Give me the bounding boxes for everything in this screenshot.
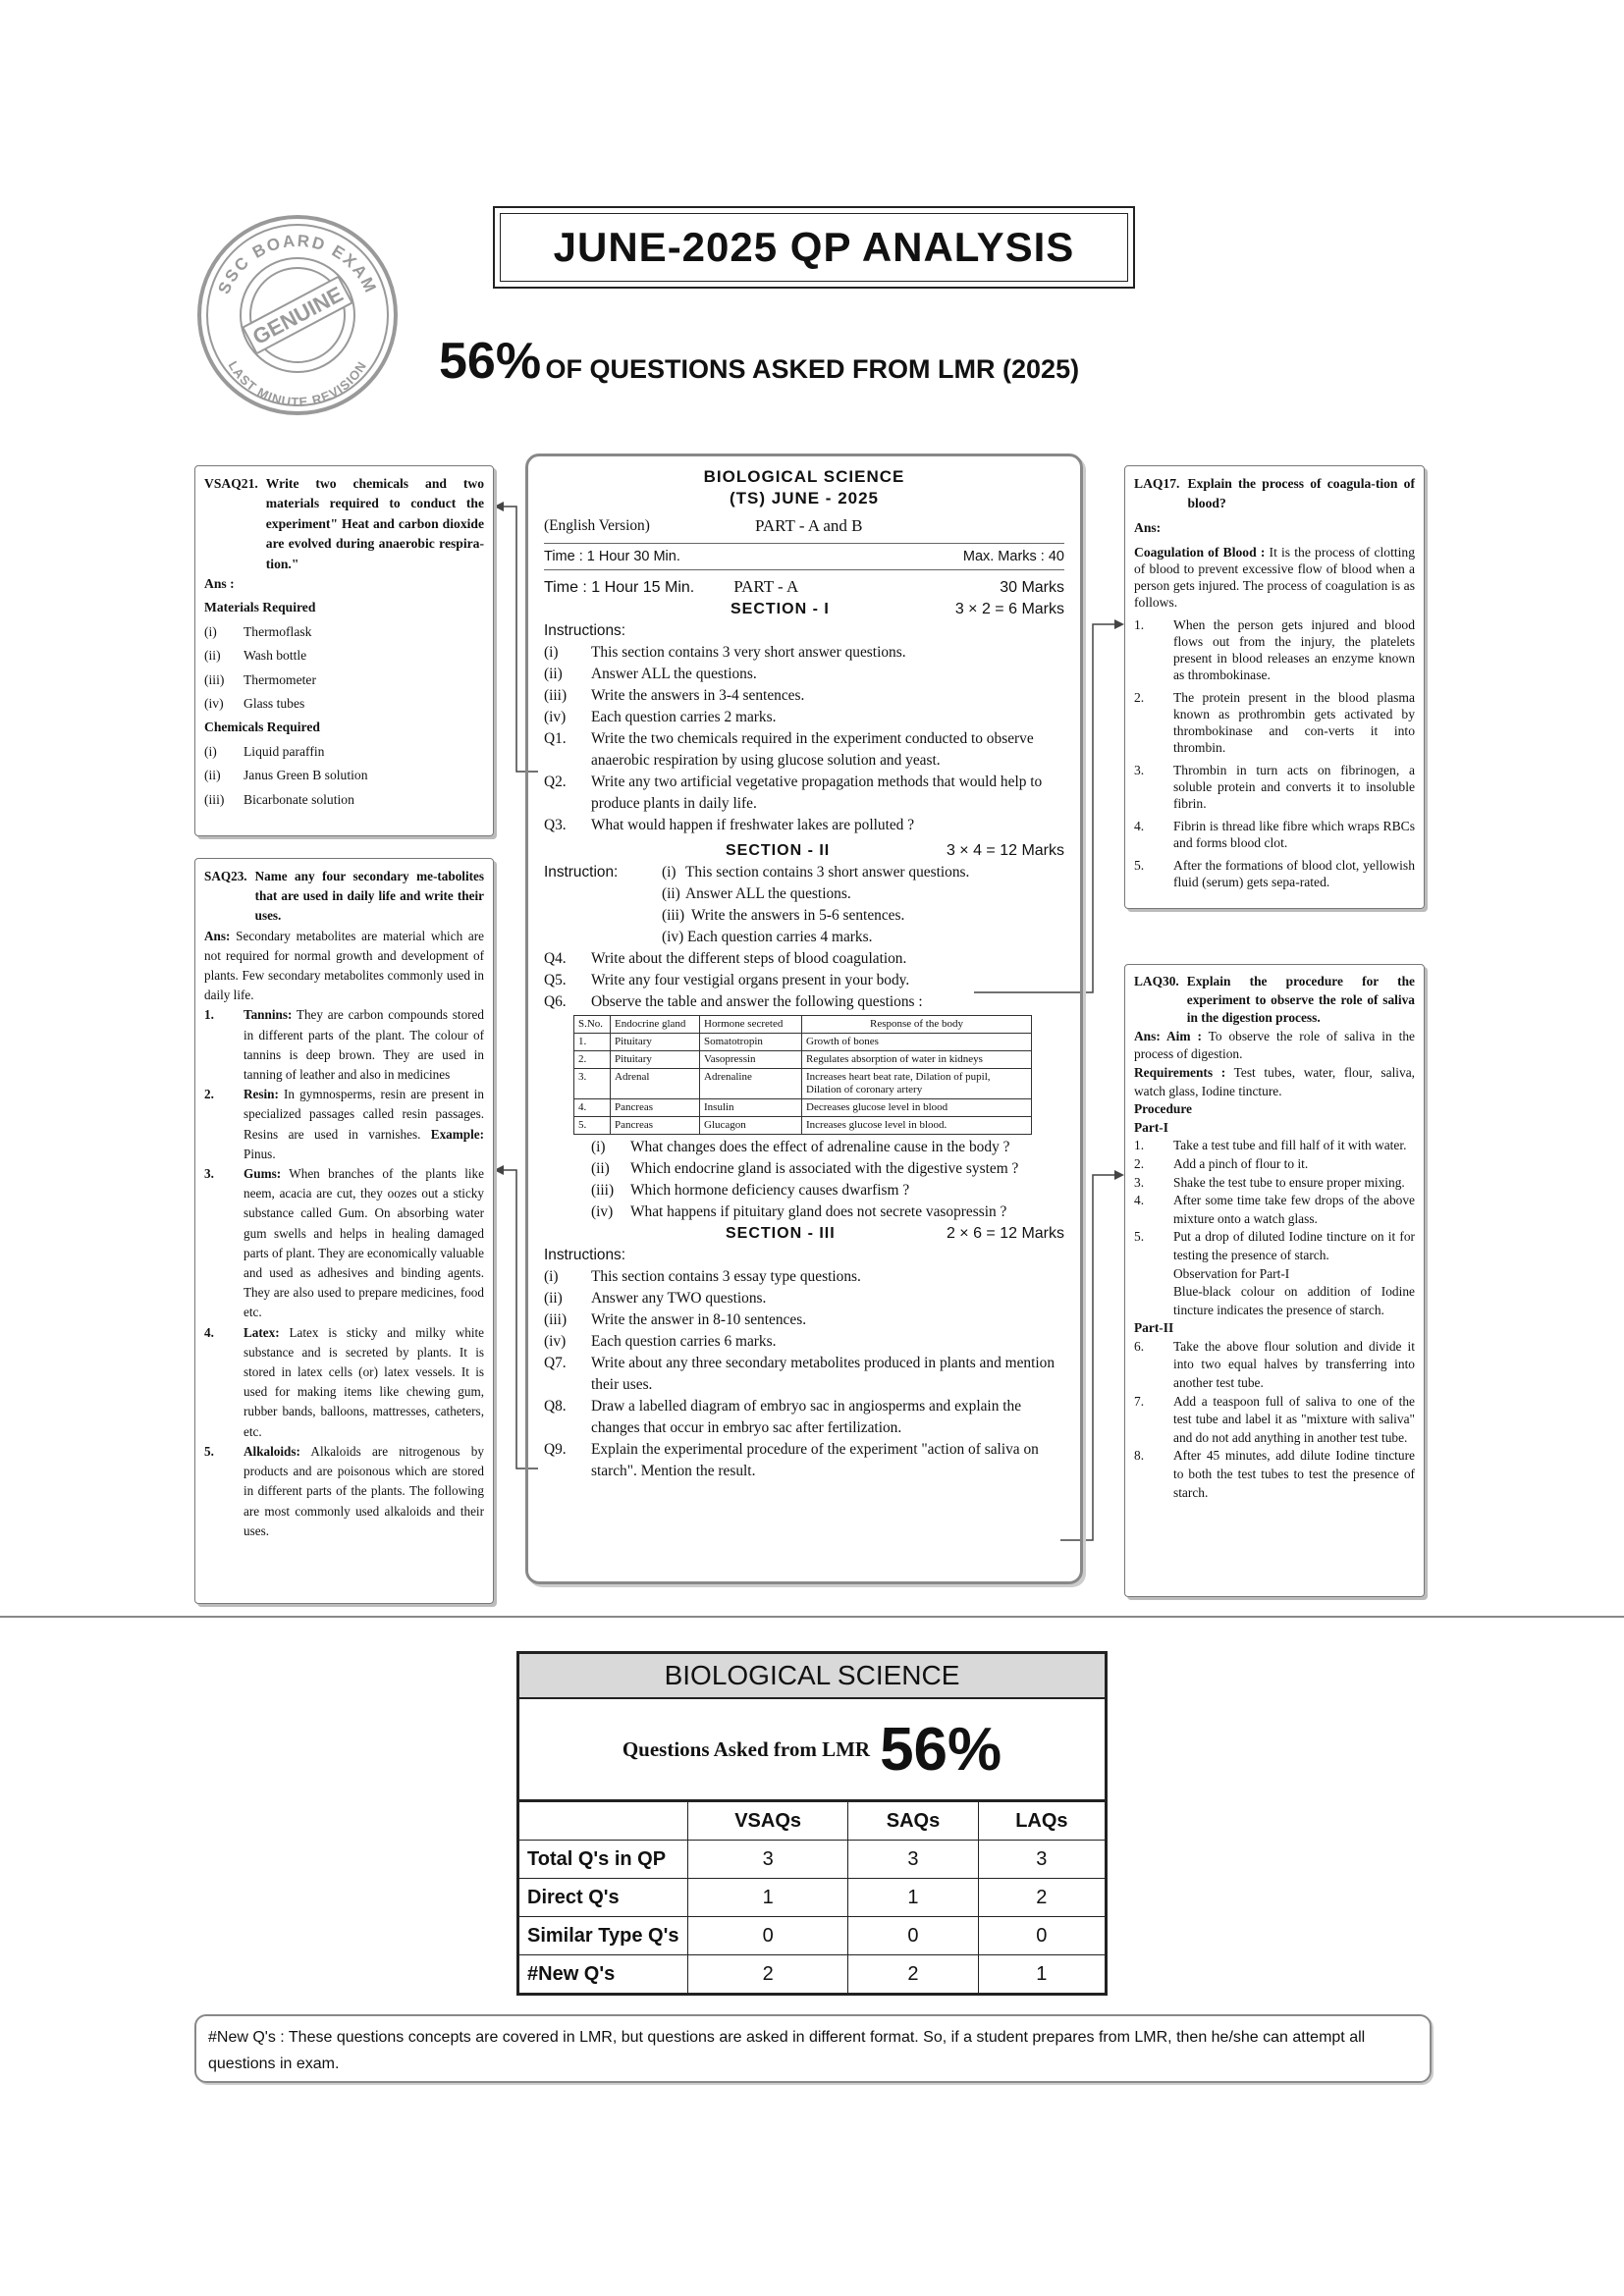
part-2-label: Part-II [1134, 1320, 1174, 1336]
answer-label: Ans : [204, 576, 235, 592]
question-item: Q2. Write any two artificial vegetative propagation methods that would help to produce plants in daily life. [544, 774, 1043, 812]
question-number: LAQ30. [1134, 974, 1179, 988]
table-header: S.No. [574, 1016, 611, 1034]
part-1-label: Part-I [1134, 1119, 1168, 1135]
instruction-item: (iii) Write the answers in 5-6 sentences. [662, 907, 905, 924]
materials-label: Materials Required [204, 600, 316, 615]
laq17-answer-box [1124, 465, 1425, 909]
endocrine-table [573, 1015, 1032, 1135]
list-item: 5. Alkaloids: Alkaloids are nitrogenous by products and are poisonous which are stored in different parts of the plants. The following are most commonly used alkaloids and their uses. [204, 1443, 484, 1538]
time-total: Time : 1 Hour 30 Min. [544, 549, 680, 564]
part-a-marks: 30 Marks [1000, 579, 1064, 596]
list-item: (ii) Wash bottle [204, 648, 307, 664]
list-item: (i) Thermoflask [204, 623, 312, 639]
table-row: 3. Adrenal Adrenaline Increases heart beat rate, Dilation of pupil, Dilation of coronary artery [574, 1069, 1032, 1099]
laq30-answer-box [1124, 964, 1425, 1597]
table-row: 4. Pancreas Insulin Decreases glucose level in blood [574, 1099, 1032, 1117]
instruction-item: (ii) Answer any TWO questions. [544, 1290, 767, 1307]
table-header: SAQs [848, 1802, 978, 1841]
instruction-item: (iv) Each question carries 4 marks. [662, 929, 873, 945]
summary-percentage: 56% [880, 1715, 1002, 1784]
list-item: 5. Put a drop of diluted Iodine tincture on it for testing the presence of starch. [1134, 1229, 1415, 1262]
list-item: 5. After the formations of blood clot, yellowish fluid (serum) gets sepa-rated. [1134, 858, 1415, 890]
time-part-a: Time : 1 Hour 15 Min. [544, 579, 695, 596]
instruction-item: (ii) Answer ALL the questions. [662, 885, 851, 902]
answer-intro: Secondary metabolites are material which are not required for normal growth and development of plants. Few secondary metabolites commonly used in daily life. [204, 928, 485, 1003]
question-text: Explain the procedure for the experiment to observe the role of saliva in the digestion process. [1186, 974, 1415, 1026]
paper-parts: PART - A and B [755, 516, 863, 535]
answer-label: Ans: [204, 928, 231, 943]
stamp-top-text: SSC BOARD EXAM [214, 231, 381, 297]
paper-subject: BIOLOGICAL SCIENCE [703, 467, 905, 486]
sub-question: (i) What changes does the effect of adrenaline cause in the body ? [591, 1139, 1010, 1155]
table-header-empty [519, 1802, 688, 1841]
question-item: Q5. Write any four vestigial organs present in your body. [544, 972, 910, 988]
list-item: (i) Liquid paraffin [204, 743, 325, 759]
table-header: Hormone secreted [700, 1016, 802, 1034]
list-item: 1. Take a test tube and fill half of it with water. [1134, 1138, 1407, 1153]
instruction-item: (iii) Write the answer in 8-10 sentences. [544, 1311, 807, 1328]
instruction-label: Instruction: [544, 864, 619, 881]
vsaq21-answer-box [194, 465, 494, 836]
requirements-text: Test tubes, water, flour, saliva, watch glass, Iodine tincture. [1134, 1064, 1415, 1098]
table-header: VSAQs [688, 1802, 848, 1841]
part-a-label: PART - A [733, 577, 799, 596]
section-2-title: SECTION - II [726, 842, 831, 859]
max-marks: Max. Marks : 40 [962, 549, 1064, 564]
table-row: Similar Type Q's 0 0 0 [519, 1917, 1105, 1955]
list-item: 4. After some time take few drops of the above mixture onto a watch glass. [1134, 1193, 1415, 1226]
sub-question: (iv) What happens if pituitary gland does not secrete vasopressin ? [591, 1203, 1007, 1220]
paper-exam: (TS) JUNE - 2025 [729, 489, 880, 507]
list-item: 3. Gums: When branches of the plants like neem, acacia are cut, they oozes out a sticky substance called Gum. On absorbing water gum swells and helps in healing damaged parts of plant. They are economically valuable and used as adhesives and binding agents. They are also used to prepare medicines, food etc. [204, 1166, 484, 1320]
instructions-label: Instructions: [544, 1247, 625, 1263]
list-item: 2. Add a pinch of flour to it. [1134, 1155, 1309, 1171]
observation-label: Observation for Part-I [1173, 1265, 1290, 1281]
section-3-marks: 2 × 6 = 12 Marks [946, 1225, 1064, 1242]
question-item: Q1. Write the two chemicals required in the experiment conducted to observe anaerobic respiration by using glucose solution and yeast. [544, 730, 1034, 769]
aim-label: Ans: Aim : [1134, 1028, 1202, 1043]
saq23-answer-box [194, 858, 494, 1604]
section-2-marks: 3 × 4 = 12 Marks [946, 842, 1064, 859]
list-item: 1. When the person gets injured and blood flows out from the injury, the platelets present in blood releases an enzyme known as thrombokinase. [1134, 617, 1415, 683]
instruction-item: (i) This section contains 3 very short answer questions. [544, 644, 906, 661]
table-row: 5. Pancreas Glucagon Increases glucose level in blood. [574, 1117, 1032, 1135]
observation-text: Blue-black colour on addition of Iodine tincture indicates the presence of starch. [1173, 1284, 1415, 1317]
instruction-item: (i) This section contains 3 short answer questions. [662, 864, 970, 881]
question-item: Q3. What would happen if freshwater lakes are polluted ? [544, 817, 915, 833]
list-item: 4. Latex: Latex is sticky and milky white substance and is secreted by plants. It is stored in latex cells (or) latex vessels. It is used for making items like chewing gum, rubber bands, balloons, mattresses, catheters, etc. [204, 1324, 484, 1439]
instruction-item: (i) This section contains 3 essay type questions. [544, 1268, 861, 1285]
instruction-item: (ii) Answer ALL the questions. [544, 666, 757, 682]
list-item: 8. After 45 minutes, add dilute Iodine tincture to both the test tubes to test the presence of starch. [1134, 1448, 1415, 1500]
chemicals-label: Chemicals Required [204, 720, 320, 735]
list-item: (iii) Thermometer [204, 671, 316, 687]
section-divider [0, 1616, 1624, 1618]
requirements-label: Requirements : [1134, 1064, 1226, 1080]
footnote: #New Q's : These questions concepts are covered in LMR, but questions are asked in different format. So, if a student prepares from LMR, then he/she can attempt all questions in exam. [194, 2014, 1432, 2083]
aim-text: To observe the role of saliva in the process of digestion. [1134, 1028, 1415, 1062]
stamp-middle-text: GENUINE [248, 281, 348, 350]
table-header: Response of the body [802, 1016, 1032, 1034]
question-item: Q6. Observe the table and answer the following questions : [544, 993, 923, 1010]
instruction-item: (iv) Each question carries 6 marks. [544, 1333, 777, 1350]
question-item: Q9. Explain the experimental procedure of the experiment "action of saliva on starch". Mention the result. [544, 1441, 1039, 1479]
section-1-title: SECTION - I [731, 601, 830, 617]
summary-subject: BIOLOGICAL SCIENCE [519, 1654, 1105, 1699]
list-item: 4. Fibrin is thread like fibre which wraps RBCs and forms blood clot. [1134, 819, 1415, 851]
question-paper [525, 454, 1083, 1584]
question-text: Explain the process of coagula-tion of blood? [1187, 476, 1415, 511]
stamp-bottom-text: LAST MINUTE REVISION [225, 358, 370, 410]
headline-text: OF QUESTIONS ASKED FROM LMR (2025) [545, 354, 1080, 384]
section-3-title: SECTION - III [726, 1225, 836, 1242]
procedure-label: Procedure [1134, 1101, 1193, 1117]
question-number: LAQ17. [1134, 476, 1180, 491]
answer-label: Ans: [1134, 519, 1162, 535]
question-item: Q8. Draw a labelled diagram of embryo sac in angiosperms and explain the changes that occur in embryo sac after fertilization. [544, 1398, 1022, 1436]
instruction-item: (iv) Each question carries 2 marks. [544, 709, 777, 725]
summary-table-box [516, 1651, 1108, 1996]
table-row: 2. Pituitary Vasopressin Regulates absorption of water in kidneys [574, 1051, 1032, 1069]
list-item: 2. The protein present in the blood plasma known as prothrombin gets activated by thrombokinase and con-verts it into thrombin. [1134, 690, 1415, 756]
table-row: Direct Q's 1 1 2 [519, 1879, 1105, 1917]
list-item: 1. Tannins: They are carbon compounds stored in different parts of the plant. The colour of tannins is deep brown. They are used in tanning of leather and also in medicines [204, 1007, 484, 1083]
sub-question: (iii) Which hormone deficiency causes dwarfism ? [591, 1182, 910, 1199]
list-item: 2. Resin: In gymnosperms, resin are present in specialized passages called resin passages. Resins are used in varnishes. Example: Pinus. [204, 1087, 485, 1161]
intro-text: It is the process of clotting of blood to prevent excessive flow of blood when a person gets injured. The process of coagulation is as follows. [1134, 545, 1416, 611]
table-row: #New Q's 2 2 1 [519, 1955, 1105, 1994]
summary-table [519, 1801, 1105, 1993]
table-row: Total Q's in QP 3 3 3 [519, 1841, 1105, 1879]
question-text: Name any four secondary me-tabolites that are used in daily life and write their uses. [254, 869, 484, 924]
summary-label: Questions Asked from LMR [622, 1736, 871, 1761]
question-number: SAQ23. [204, 869, 247, 883]
question-item: Q7. Write about any three secondary metabolites produced in plants and mention their uses. [544, 1355, 1056, 1393]
page-title: JUNE-2025 QP ANALYSIS [500, 213, 1128, 282]
question-text: Write two chemicals and two materials required to conduct the experiment" Heat and carbon dioxide are evolved during anaerobic respira-tion." [265, 476, 484, 571]
instruction-item: (iii) Write the answers in 3-4 sentences. [544, 687, 805, 704]
list-item: 3. Thrombin in turn acts on fibrinogen, a soluble protein and converts it to insoluble fibrin. [1134, 763, 1415, 812]
table-header: Endocrine gland [611, 1016, 700, 1034]
paper-version: (English Version) [544, 517, 650, 534]
list-item: (iii) Bicarbonate solution [204, 791, 354, 807]
list-item: (iv) Glass tubes [204, 696, 305, 712]
list-item: 6. Take the above flour solution and divide it into two equal halves by transferring into another test tube. [1134, 1338, 1415, 1391]
list-item: (ii) Janus Green B solution [204, 768, 368, 783]
question-item: Q4. Write about the different steps of blood coagulation. [544, 950, 907, 967]
instructions-label: Instructions: [544, 622, 625, 639]
table-row: 1. Pituitary Somatotropin Growth of bones [574, 1034, 1032, 1051]
intro-label: Coagulation of Blood : [1134, 545, 1266, 561]
table-header: LAQs [978, 1802, 1105, 1841]
list-item: 3. Shake the test tube to ensure proper mixing. [1134, 1174, 1405, 1190]
headline-percentage: 56% [439, 333, 542, 390]
sub-question: (ii) Which endocrine gland is associated with the digestive system ? [591, 1160, 1019, 1177]
question-number: VSAQ21. [204, 476, 258, 491]
list-item: 7. Add a teaspoon full of saliva to one of the test tube and label it as "mixture with saliva" and do not add anything in another test tube. [1134, 1393, 1415, 1445]
section-1-marks: 3 × 2 = 6 Marks [954, 601, 1064, 617]
